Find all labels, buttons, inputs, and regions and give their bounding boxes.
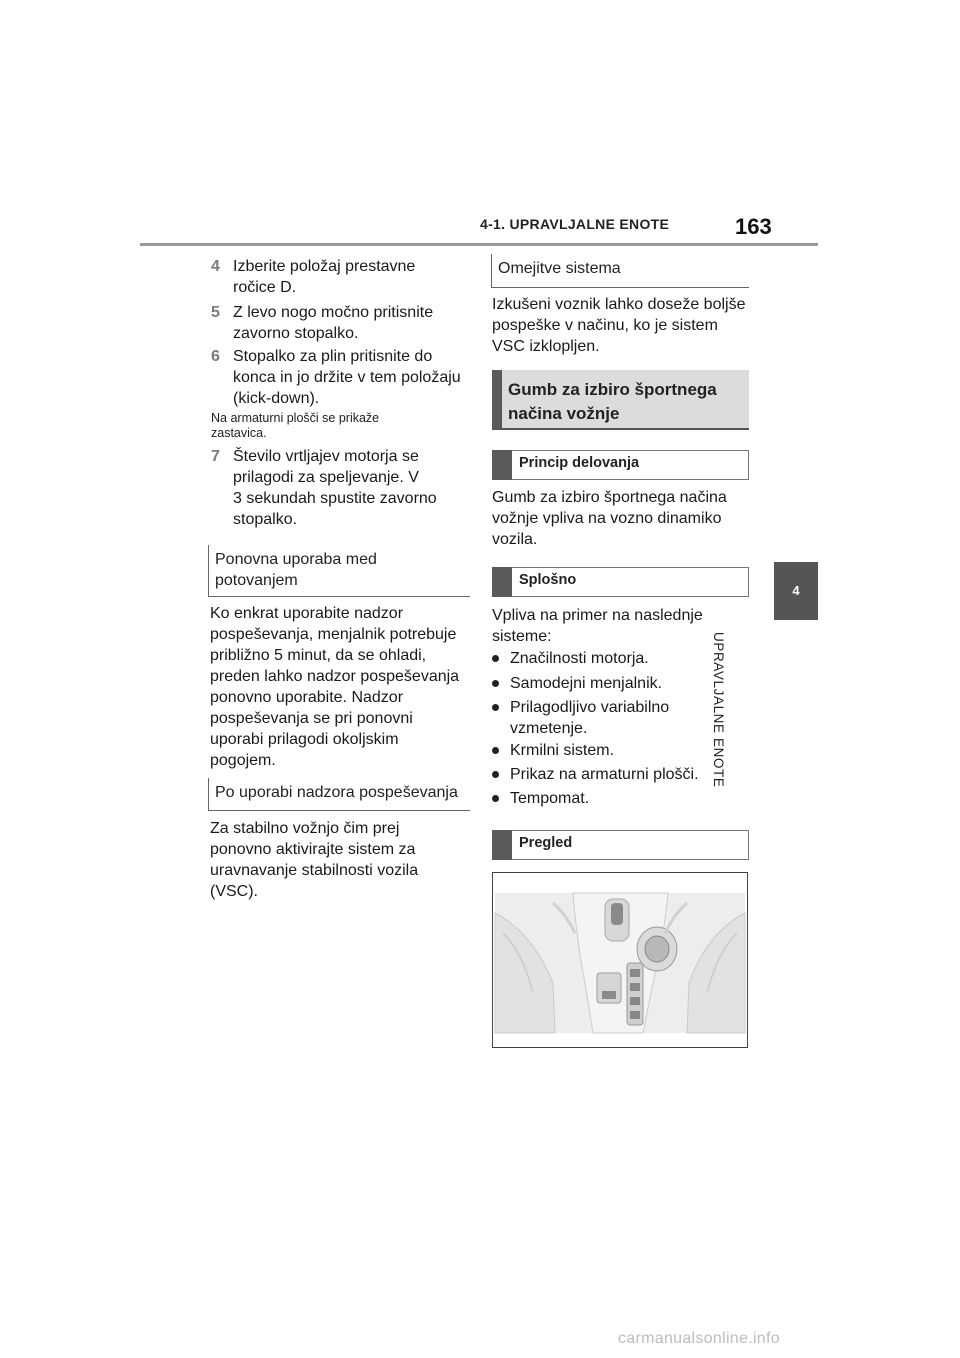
note-line: zastavica. [211, 426, 267, 440]
step-number: 5 [211, 304, 220, 321]
heading-text: Princip delovanja [519, 455, 640, 471]
paragraph-line: pospeške v načinu, ko je sistem [492, 317, 718, 334]
header-rule [140, 243, 818, 246]
list-item-text: Samodejni menjalnik. [510, 675, 663, 692]
paragraph-line: Gumb za izbiro športnega načina [492, 489, 727, 506]
bullet-dot [492, 771, 499, 778]
paragraph-line: vožnje vpliva na vozno dinamiko [492, 510, 722, 527]
step-line: Stopalko za plin pritisnite do [233, 348, 433, 365]
step-line: 3 sekundah spustite zavorno [233, 490, 437, 507]
list-item [492, 764, 752, 785]
paragraph-limits [492, 294, 757, 357]
list-item-text: Tempomat. [510, 790, 590, 807]
subheading-after-use [208, 778, 470, 811]
console-drawing [493, 873, 747, 1047]
chapter-title-vertical [710, 632, 811, 802]
list-item-text: Prikaz na armaturni plošči. [510, 766, 699, 783]
note-line: Na armaturni plošči se prikaže [211, 411, 380, 425]
section-title: 4-1. UPRAVLJALNE ENOTE [480, 216, 670, 232]
subheading-line: Omejitve sistema [498, 260, 621, 277]
heading-bar [492, 370, 502, 428]
heading-text: Splošno [519, 572, 577, 588]
step-line: ročice D. [233, 279, 297, 296]
step-line: konca in jo držite v tem položaju [233, 369, 461, 386]
paragraph-line: pospeševanja se pri ponovni [210, 710, 413, 727]
bullet-dot [492, 747, 499, 754]
heading-text: Pregled [519, 835, 573, 851]
step-line: zavorno stopalko. [233, 325, 359, 342]
subheading-limits [491, 254, 749, 288]
paragraph-line: pogojem. [210, 752, 276, 769]
list-item [492, 740, 752, 761]
subheading-line: potovanjem [215, 572, 298, 589]
list-item-text: vzmetenje. [510, 720, 588, 737]
subheading-reuse [208, 545, 470, 597]
paragraph-line: pospeševanja, menjalnik potrebuje [210, 626, 457, 643]
paragraph-line: Ko enkrat uporabite nadzor [210, 605, 404, 622]
bullet-dot [492, 704, 499, 711]
paragraph-after-use [210, 818, 475, 902]
list-item [492, 788, 752, 809]
step-line: prilagodi za speljevanje. V [233, 469, 419, 486]
paragraph-line: uravnavanje stabilnosti vozila [210, 862, 419, 879]
paragraph-line: Vpliva na primer na naslednje [492, 607, 703, 624]
list-item [492, 673, 752, 694]
step-7 [211, 446, 471, 530]
bullet-dot [492, 655, 499, 662]
step-number: 7 [211, 448, 220, 465]
list-item [492, 648, 752, 669]
section-heading-line: Gumb za izbiro športnega [508, 380, 717, 399]
list-item [492, 697, 752, 739]
step-line: stopalko. [233, 511, 298, 528]
step-5 [211, 302, 471, 344]
step-line: Z levo nogo močno pritisnite [233, 304, 434, 321]
paragraph-general [492, 605, 757, 647]
step-6 [211, 346, 471, 409]
paragraph-line: sisteme: [492, 628, 552, 645]
step-number: 6 [211, 348, 220, 365]
section-heading [492, 370, 749, 430]
list-item-text: Krmilni sistem. [510, 742, 615, 759]
paragraph-line: preden lahko nadzor pospeševanja [210, 668, 460, 685]
note [211, 411, 471, 441]
step-line: Število vrtljajev motorja se [233, 448, 419, 465]
heading-bar [492, 830, 512, 860]
heading-general [492, 567, 749, 597]
heading-principle [492, 450, 749, 480]
paragraph-reuse [210, 603, 475, 771]
step-4 [211, 256, 471, 298]
bullet-dot [492, 680, 499, 687]
paragraph-line: ponovno aktivirajte sistem za [210, 841, 416, 858]
paragraph-line: VSC izklopljen. [492, 338, 600, 355]
paragraph-line: ponovno uporabite. Nadzor [210, 689, 404, 706]
heading-bar [492, 567, 512, 597]
chapter-tab[interactable]: 4 [774, 562, 818, 620]
step-line: (kick-down). [233, 390, 320, 407]
list-item-text: Značilnosti motorja. [510, 650, 649, 667]
paragraph-line: Za stabilno vožnjo čim prej [210, 820, 400, 837]
paragraph-principle [492, 487, 757, 550]
paragraph-line: Izkušeni voznik lahko doseže boljše [492, 296, 746, 313]
paragraph-line: približno 5 minut, da se ohladi, [210, 647, 427, 664]
page-number: 163 [735, 214, 772, 239]
watermark: carmanualsonline.info [618, 1330, 780, 1347]
paragraph-line: (VSC). [210, 883, 258, 900]
paragraph-line: uporabi prilagodi okoljskim [210, 731, 399, 748]
step-line: Izberite položaj prestavne [233, 258, 416, 275]
list-item-text: Prilagodljivo variabilno [510, 699, 670, 716]
chapter-title-text: UPRAVLJALNE ENOTE [710, 632, 726, 788]
subheading-line: Ponovna uporaba med [215, 551, 377, 568]
heading-overview [492, 830, 749, 860]
bullet-dot [492, 795, 499, 802]
section-heading-line: načina vožnje [508, 404, 620, 423]
paragraph-line: vozila. [492, 531, 538, 548]
subheading-line: Po uporabi nadzora pospeševanja [215, 784, 458, 801]
heading-bar [492, 450, 512, 480]
console-illustration [492, 872, 748, 1048]
step-number: 4 [211, 258, 220, 275]
